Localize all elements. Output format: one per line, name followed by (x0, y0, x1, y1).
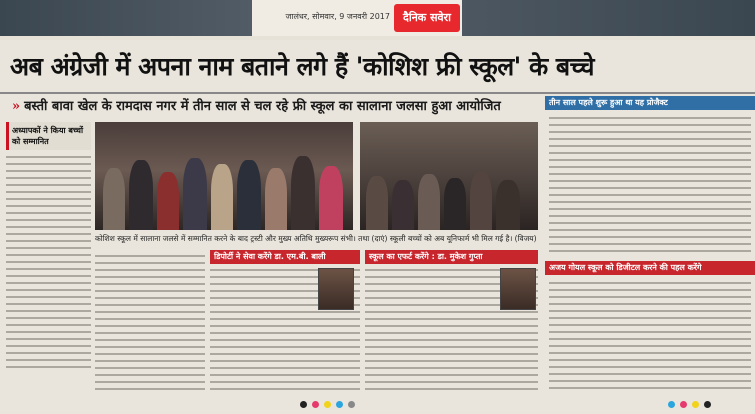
sidebar-text (545, 275, 755, 396)
masthead (252, 0, 462, 36)
pull-quote: अध्यापकों ने किया बच्चों को सम्मानित (6, 122, 91, 150)
headline: अब अंग्रेजी में अपना नाम बताने लगे हैं 'कोशिश फ्री स्कूल' के बच्चे (10, 52, 594, 81)
divider (0, 92, 755, 94)
newspaper-logo: दैनिक सवेरा (394, 4, 460, 32)
students-photo (360, 122, 538, 230)
bullet-icon: » (12, 99, 21, 114)
sidebar-heading: तीन साल पहले शुरू हुआ था यह प्रोजैक्ट (545, 96, 755, 110)
article-column (95, 250, 205, 414)
dateline: जालंधर, सोमवार, 9 जनवरी 2017 (285, 12, 390, 21)
sidebar-heading: अजय गोयल स्कूल को डिजीटल करने की पहल करेंगे (545, 261, 755, 275)
print-registration-marks (300, 401, 410, 410)
body-text-lines (6, 156, 91, 368)
column-heading: डिपोर्टी ने सेवा करेंगे डा. एम.बी. बाली (210, 250, 360, 264)
column-heading: स्कूल का एफर्ट करेंगे : डा. मुकेश गुप्ता (365, 250, 538, 264)
portrait-photo (500, 268, 536, 310)
subheadline-text: बस्ती बावा खेल के रामदास नगर में तीन साल से चल रहे फ्री स्कूल का सालाना जलसा हुआ आयोजित (24, 99, 501, 114)
left-column (6, 122, 91, 414)
event-photo (95, 122, 353, 230)
sidebar (545, 96, 755, 414)
sidebar-text (545, 110, 755, 259)
subheadline (12, 96, 542, 118)
print-registration-marks (668, 401, 748, 410)
photo-caption: कोशिश स्कूल में सालाना जलसे में सम्मानित करने के बाद ट्रस्टी और मुख्य अतिथि मुख्यरूप संभी। तथा (दाएं) स्कूली बच्चों को अब यूनिफार्म भी मिल गई है। (विजय) (95, 234, 537, 243)
portrait-photo (318, 268, 354, 310)
